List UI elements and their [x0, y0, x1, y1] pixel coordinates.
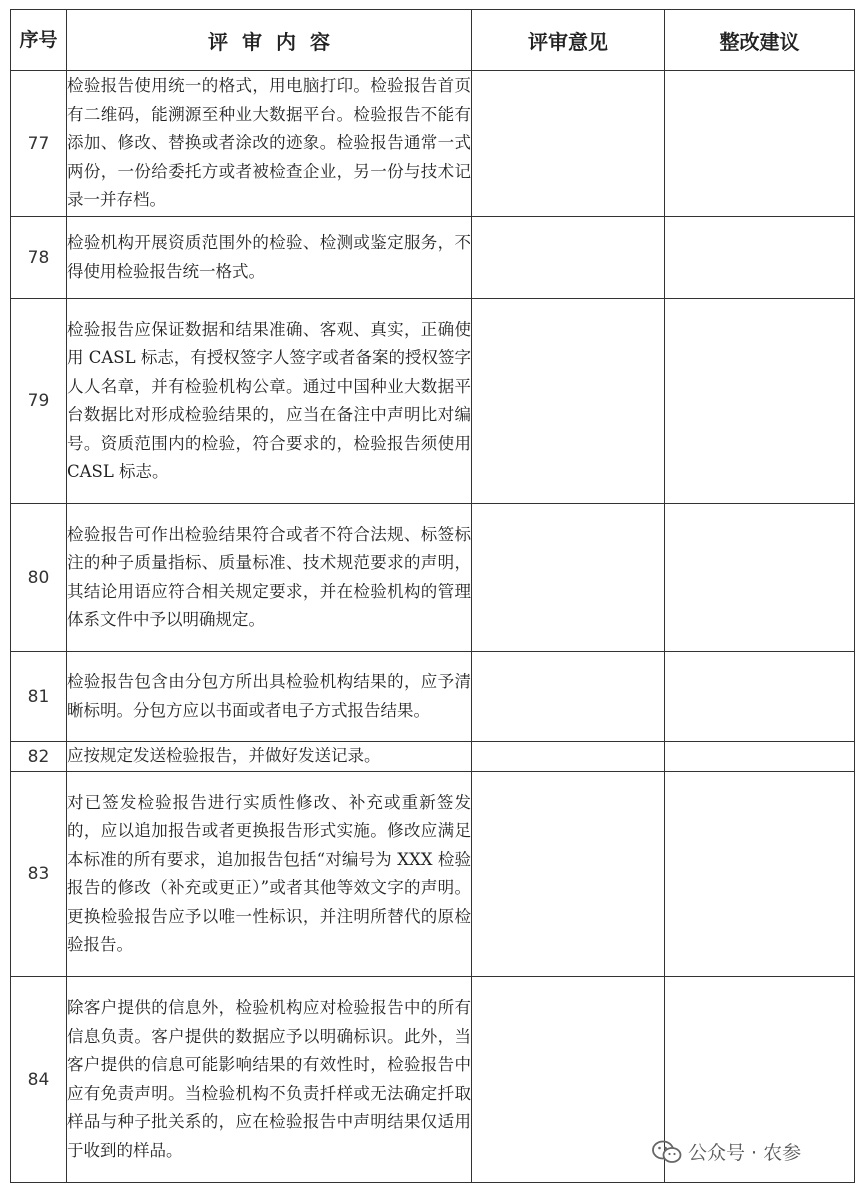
row-content: 对已签发检验报告进行实质性修改、补充或重新签发的，应以追加报告或者更换报告形式实施。修改应满足本标准的所有要求，追加报告包括“对编号为 XXX 检验报告的修改（补充或更正）”或者其他等效文字的声明。更换检验报告应予以唯一性标识，并注明所替代的原检验报告。: [67, 772, 472, 977]
row-no: 83: [11, 772, 67, 977]
header-suggestion: 整改建议: [665, 10, 855, 71]
table-row: [11, 652, 855, 742]
wechat-icon: [652, 1139, 682, 1165]
table-row: [11, 217, 855, 299]
table-row: [11, 742, 855, 772]
row-content: 检验报告包含由分包方所出具检验机构结果的，应予清晰标明。分包方应以书面或者电子方式报告结果。: [67, 652, 472, 742]
table-row: [11, 772, 855, 977]
row-opinion-cell: [472, 772, 665, 977]
row-suggestion-cell: [665, 299, 855, 504]
row-no: 82: [11, 742, 67, 772]
row-opinion-cell: [472, 71, 665, 217]
row-content: 应按规定发送检验报告，并做好发送记录。: [67, 742, 472, 772]
row-suggestion-cell: [665, 652, 855, 742]
watermark-text: 公众号 · 农参: [688, 1142, 802, 1164]
review-table: [10, 9, 855, 1183]
row-no: 79: [11, 299, 67, 504]
row-no: 77: [11, 71, 67, 217]
row-opinion-cell: [472, 652, 665, 742]
row-no: 80: [11, 504, 67, 652]
row-no: 84: [11, 977, 67, 1183]
header-row: [11, 10, 855, 71]
row-opinion-cell: [472, 504, 665, 652]
row-content: 除客户提供的信息外，检验机构应对检验报告中的所有信息负责。客户提供的数据应予以明确标识。此外，当客户提供的信息可能影响结果的有效性时，检验报告中应有免责声明。当检验机构不负责扦样或无法确定扦取样品与种子批关系的，应在检验报告中声明结果仅适用于收到的样品。: [67, 977, 472, 1183]
row-suggestion-cell: [665, 742, 855, 772]
header-opinion: 评审意见: [472, 10, 665, 71]
header-no: 序号: [11, 10, 67, 71]
row-suggestion-cell: [665, 217, 855, 299]
table-row: [11, 504, 855, 652]
row-suggestion-cell: [665, 71, 855, 217]
row-opinion-cell: [472, 299, 665, 504]
row-content: 检验报告应保证数据和结果准确、客观、真实，正确使用 CASL 标志，有授权签字人签字或者备案的授权签字人人名章，并有检验机构公章。通过中国种业大数据平台数据比对形成检验结果的，应当在备注中声明比对编号。资质范围内的检验，符合要求的，检验报告须使用 CASL 标志。: [67, 299, 472, 504]
watermark: [652, 1138, 801, 1165]
row-content: 检验报告可作出检验结果符合或者不符合法规、标签标注的种子质量指标、质量标准、技术规范要求的声明，其结论用语应符合相关规定要求，并在检验机构的管理体系文件中予以明确规定。: [67, 504, 472, 652]
row-no: 78: [11, 217, 67, 299]
row-opinion-cell: [472, 217, 665, 299]
table-row: [11, 299, 855, 504]
row-opinion-cell: [472, 742, 665, 772]
row-content: 检验报告使用统一的格式，用电脑打印。检验报告首页有二维码，能溯源至种业大数据平台。检验报告不能有添加、修改、替换或者涂改的迹象。检验报告通常一式两份，一份给委托方或者被检查企业，另一份与技术记录一并存档。: [67, 71, 472, 217]
row-suggestion-cell: [665, 504, 855, 652]
row-suggestion-cell: [665, 772, 855, 977]
header-content: 评审内容: [67, 10, 472, 71]
row-opinion-cell: [472, 977, 665, 1183]
row-no: 81: [11, 652, 67, 742]
row-content: 检验机构开展资质范围外的检验、检测或鉴定服务，不得使用检验报告统一格式。: [67, 217, 472, 299]
table-row: [11, 71, 855, 217]
